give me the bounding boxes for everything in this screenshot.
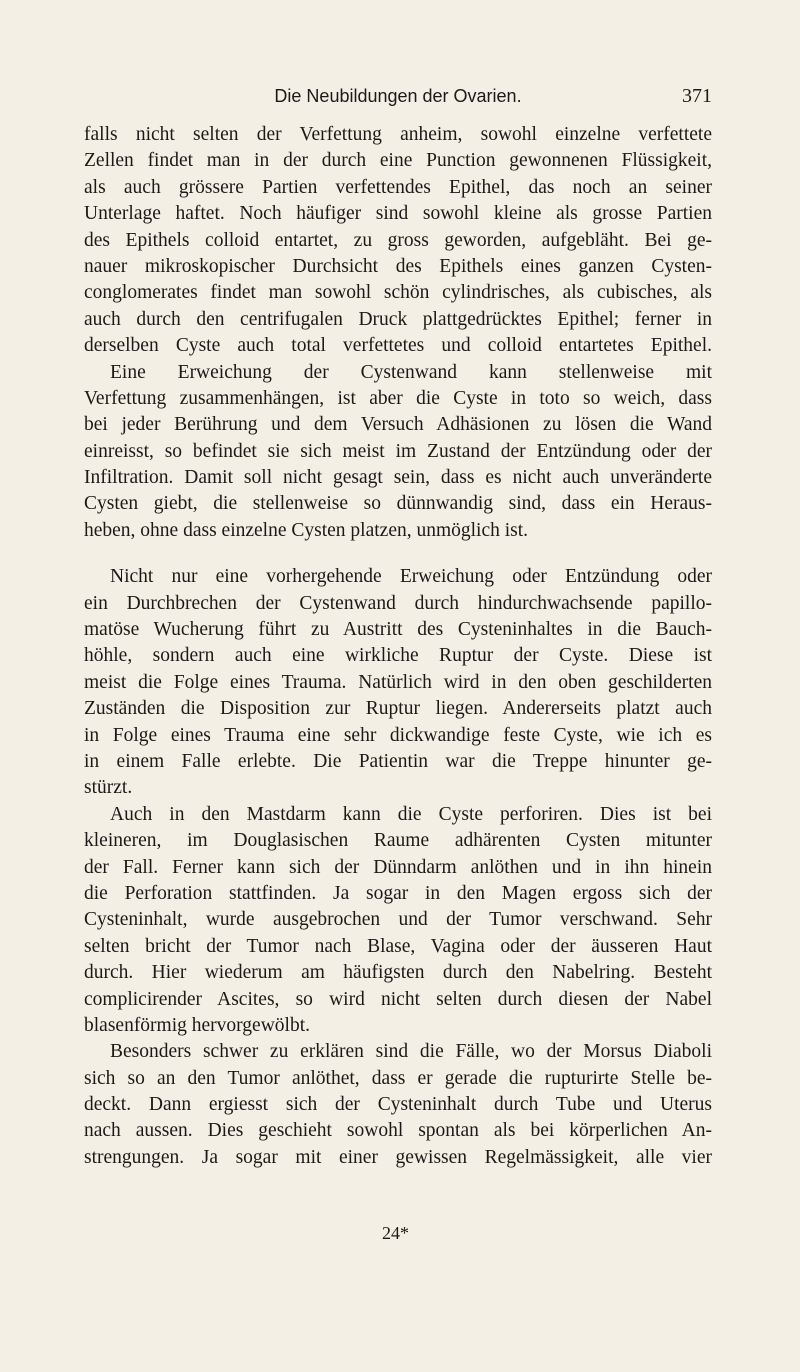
paragraph (84, 564, 712, 802)
text-line: heben, ohne dass einzelne Cysten platzen, unmöglich ist. (84, 519, 529, 541)
text-line: blasenförmig hervorgewölbt. (84, 1014, 311, 1036)
text-line: strengungen. Ja sogar mit einer gewissen Regelmässigkeit, alle vier (84, 1146, 712, 1168)
paragraph (84, 1039, 712, 1171)
text-line: Auch in den Mastdarm kann die Cyste perforiren. Dies ist bei (110, 803, 712, 825)
paragraph (84, 802, 712, 1040)
text-line: als auch grössere Partien verfettendes Epithel, das noch an seiner (84, 176, 712, 198)
text-line: Infiltration. Damit soll nicht gesagt sein, dass es nicht auch unveränderte (84, 467, 712, 489)
paragraph-gap (84, 544, 712, 564)
text-line: derselben Cyste auch total verfettetes und colloid entartetes Epithel. (84, 335, 712, 357)
text-line: der Fall. Ferner kann sich der Dünndarm anlöthen und in ihn hinein (84, 856, 712, 878)
text-line: die Perforation stattfinden. Ja sogar in den Magen ergoss sich der (84, 882, 712, 904)
paragraph (84, 360, 712, 545)
text-line: Besonders schwer zu erklären sind die Fälle, wo der Morsus Diaboli (110, 1041, 712, 1063)
text-line: Eine Erweichung der Cystenwand kann stellenweise mit (110, 361, 712, 383)
text-line: Unterlage haftet. Noch häufiger sind sowohl kleine als grosse Partien (84, 203, 712, 225)
text-line: des Epithels colloid entartet, zu gross geworden, aufgebläht. Bei ge- (84, 229, 712, 251)
text-line: ein Durchbrechen der Cystenwand durch hindurchwachsende papillo- (84, 592, 712, 614)
text-line: nauer mikroskopischer Durchsicht des Epithels eines ganzen Cysten- (84, 255, 712, 277)
text-line: falls nicht selten der Verfettung anheim, sowohl einzelne verfettete (84, 124, 712, 145)
text-line: durch. Hier wiederum am häufigsten durch den Nabelring. Besteht (84, 962, 712, 984)
text-line: stürzt. (84, 777, 133, 799)
text-line: höhle, sondern auch eine wirkliche Ruptur der Cyste. Diese ist (84, 645, 712, 667)
text-line: Zuständen die Disposition zur Ruptur liegen. Andererseits platzt auch (84, 698, 712, 720)
text-line: Nicht nur eine vorhergehende Erweichung oder Entzündung oder (110, 566, 712, 588)
text-line: auch durch den centrifugalen Druck plattgedrücktes Epithel; ferner in (84, 308, 712, 330)
text-line: in Folge eines Trauma eine sehr dickwandige feste Cyste, wie ich es (84, 724, 712, 746)
text-line: kleineren, im Douglasischen Raume adhärenten Cysten mitunter (84, 830, 712, 852)
running-title: Die Neubildungen der Ovarien. (274, 86, 522, 106)
text-line: bei jeder Berührung und dem Versuch Adhäsionen zu lösen die Wand (84, 414, 712, 436)
text-line: deckt. Dann ergiesst sich der Cysteninhalt durch Tube und Uterus (84, 1094, 712, 1116)
signature-mark: 24* (382, 1223, 409, 1243)
text-line: Verfettung zusammenhängen, ist aber die Cyste in toto so weich, dass (84, 387, 712, 409)
paragraph (84, 122, 712, 360)
text-line: Zellen findet man in der durch eine Punction gewonnenen Flüssigkeit, (84, 150, 712, 172)
body-text (84, 122, 712, 1171)
text-line: sich so an den Tumor anlöthet, dass er gerade die rupturirte Stelle be- (84, 1067, 712, 1089)
text-line: in einem Falle erlebte. Die Patientin war die Treppe hinunter ge- (84, 750, 712, 772)
text-line: Cysten giebt, die stellenweise so dünnwandig sind, dass ein Heraus- (84, 493, 712, 515)
text-line: meist die Folge eines Trauma. Natürlich wird in den oben geschilderten (84, 671, 712, 693)
text-line: nach aussen. Dies geschieht sowohl spontan als bei körperlichen An- (84, 1120, 712, 1142)
text-line: einreisst, so befindet sie sich meist im Zustand der Entzündung oder der (84, 440, 712, 462)
text-line: matöse Wucherung führt zu Austritt des Cysteninhaltes in die Bauch- (84, 619, 712, 641)
page-number: 371 (682, 85, 712, 107)
running-header (84, 84, 712, 108)
text-line: Cysteninhalt, wurde ausgebrochen und der Tumor verschwand. Sehr (84, 909, 712, 931)
text-line: conglomerates findet man sowohl schön cylindrisches, als cubisches, als (84, 282, 712, 304)
text-line: selten bricht der Tumor nach Blase, Vagina oder der äusseren Haut (84, 935, 712, 957)
text-line: complicirender Ascites, so wird nicht selten durch diesen der Nabel (84, 988, 712, 1010)
